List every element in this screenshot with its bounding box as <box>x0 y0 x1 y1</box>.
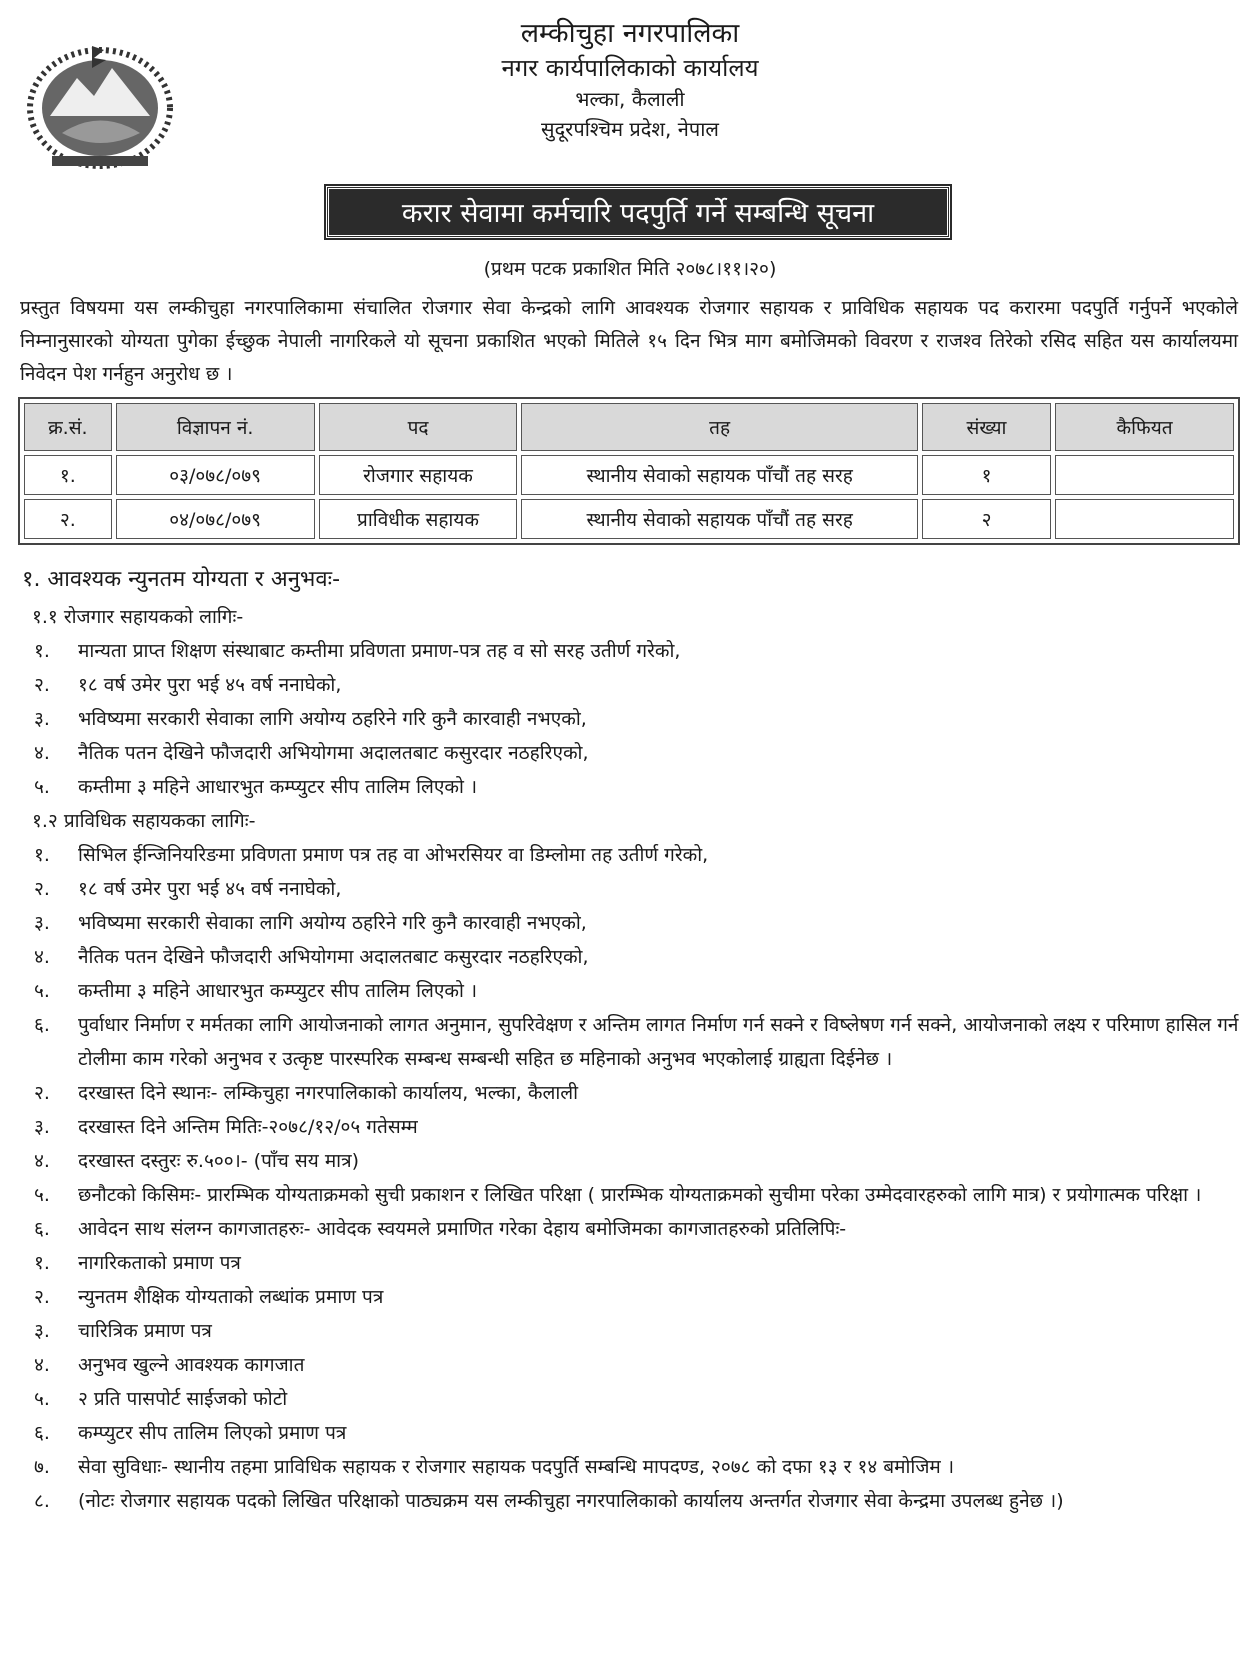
list-item <box>22 1246 1242 1280</box>
vacancy-table <box>18 397 1240 545</box>
cell-remarks <box>1055 455 1234 495</box>
item-text: १८ वर्ष उमेर पुरा भई ४५ वर्ष ननाघेको, <box>78 674 342 696</box>
list-item <box>22 1382 1242 1416</box>
item-text: आवेदन साथ संलग्न कागजातहरुः- आवेदक स्वयमले प्रमाणित गरेका देहाय बमोजिमका कागजातहरुको प्रतिलिपिः- <box>78 1218 847 1240</box>
item-text: अनुभव खुल्ने आवश्यक कागजात <box>78 1354 305 1376</box>
item-text: न्युनतम शैक्षिक योग्यताको लब्धांक प्रमाण पत्र <box>78 1286 384 1308</box>
office-name: नगर कार्यपालिकाको कार्यालय <box>501 54 759 82</box>
intro-paragraph: प्रस्तुत विषयमा यस लम्कीचुहा नगरपालिकामा संचालित रोजगार सेवा केन्द्रको लागि आवश्यक रोजगार सहायक र प्राविधिक सहायक पद करारमा पदपुर्ति गर्नुपर्ने भएकोले निम्नानुसारको योग्यता पुगेका ईच्छुक नेपाली नागरिकले यो सूचना प्रकाशित भएको मितिले १५ दिन भित्र माग बमोजिमको विवरण र राजश्व तिरेको रसिद सहित यस कार्यालयमा निवेदन पेश गर्नहुन अनुरोध छ । <box>20 297 1238 385</box>
list-item <box>22 1348 1242 1382</box>
cell-post: प्राविधीक सहायक <box>319 499 518 539</box>
item-text: चारित्रिक प्रमाण पत्र <box>78 1320 212 1342</box>
item-number: ५. <box>34 1184 50 1206</box>
required-documents <box>22 1212 1242 1246</box>
application-fee <box>22 1144 1242 1178</box>
item-number: ६. <box>34 1014 50 1036</box>
notice-body <box>22 560 1242 1518</box>
item-text: दरखास्त दिने स्थानः- लम्किचुहा नगरपालिकाको कार्यालय, भल्का, कैलाली <box>78 1082 579 1104</box>
list-item <box>22 1008 1242 1076</box>
application-place <box>22 1076 1242 1110</box>
note <box>22 1484 1242 1518</box>
subsection-employment-assistant: १.१ रोजगार सहायकको लागिः- <box>32 606 244 628</box>
item-number: २. <box>34 878 50 900</box>
cell-serial: २. <box>24 499 112 539</box>
subsection-technical-assistant: १.२ प्राविधिक सहायकका लागिः- <box>32 810 256 832</box>
item-number: ४. <box>34 1150 50 1172</box>
org-name: लम्कीचुहा नगरपालिका <box>520 18 740 49</box>
cell-ad-number: ०३/०७८/०७९ <box>116 455 315 495</box>
item-text: सेवा सुविधाः- स्थानीय तहमा प्राविधिक सहायक र रोजगार सहायक पदपुर्ति सम्बन्धि मापदण्ड, २०७८ को दफा १३ र १४ बमोजिम । <box>78 1456 955 1478</box>
item-text: सिभिल ईन्जिनियरिङमा प्रविणता प्रमाण पत्र तह वा ओभरसियर वा डिम्लोमा तह उतीर्ण गरेको, <box>78 844 709 866</box>
item-number: १. <box>34 1252 50 1274</box>
item-number: ४. <box>34 946 50 968</box>
item-text: पुर्वाधार निर्माण र मर्मतका लागि आयोजनाको लागत अनुमान, सुपरिवेक्षण र अन्तिम लागत निर्माण गर्न सक्ने र विष्लेषण गर्न सक्ने, आयोजनाको लक्ष्य र परिमाण हासिल गर्न टोलीमा काम गरेको अनुभव र उत्कृष्ट पारस्परिक सम्बन्ध सम्बन्धी सहित छ महिनाको अनुभव भएकोलाई ग्राह्यता दिईनेछ । <box>78 1014 1239 1070</box>
item-number: ५. <box>34 776 50 798</box>
list-item <box>22 838 1242 872</box>
office-header <box>0 16 1260 144</box>
item-number: ३. <box>34 1320 50 1342</box>
list-item <box>22 702 1242 736</box>
list-item <box>22 668 1242 702</box>
item-number: १. <box>34 844 50 866</box>
item-text: नैतिक पतन देखिने फौजदारी अभियोगमा अदालतबाट कसुरदार नठहरिएको, <box>78 946 589 968</box>
item-text: भविष्यमा सरकारी सेवाका लागि अयोग्य ठहरिने गरि कुनै कारवाही नभएको, <box>78 708 587 730</box>
list-item <box>22 940 1242 974</box>
col-post: पद <box>319 403 518 451</box>
list-item <box>22 906 1242 940</box>
item-number: ७. <box>34 1456 50 1478</box>
list-item <box>22 1280 1242 1314</box>
cell-ad-number: ०४/०७८/०७९ <box>116 499 315 539</box>
item-text: छनौटको किसिमः- प्रारम्भिक योग्यताक्रमको सुची प्रकाशन र लिखित परिक्षा ( प्रारम्भिक योग्यताक्रमको सुचीमा परेका उम्मेदवारहरुको लागि मात्र) र प्रयोगात्मक परिक्षा । <box>78 1184 1202 1206</box>
col-level: तह <box>521 403 918 451</box>
item-number: १. <box>34 640 50 662</box>
item-text: नैतिक पतन देखिने फौजदारी अभियोगमा अदालतबाट कसुरदार नठहरिएको, <box>78 742 589 764</box>
list-item <box>22 1314 1242 1348</box>
cell-count: १ <box>922 455 1051 495</box>
service-benefits <box>22 1450 1242 1484</box>
cell-level: स्थानीय सेवाको सहायक पाँचौं तह सरह <box>521 499 918 539</box>
table-row <box>24 455 1234 495</box>
application-deadline <box>22 1110 1242 1144</box>
item-text: कम्तीमा ३ महिने आधारभुत कम्प्युटर सीप तालिम लिएको । <box>78 980 478 1002</box>
item-number: ६. <box>34 1218 50 1240</box>
item-number: ६. <box>34 1422 50 1444</box>
item-number: ४. <box>34 742 50 764</box>
item-text: २ प्रति पासपोर्ट साईजको फोटो <box>78 1388 288 1410</box>
item-number: ३. <box>34 708 50 730</box>
table-row <box>24 499 1234 539</box>
cell-remarks <box>1055 499 1234 539</box>
list-item <box>22 974 1242 1008</box>
list-item <box>22 634 1242 668</box>
item-number: ५. <box>34 1388 50 1410</box>
item-number: ५. <box>34 980 50 1002</box>
item-text: (नोटः रोजगार सहायक पदको लिखित परिक्षाको पाठ्यक्रम यस लम्कीचुहा नगरपालिकाको कार्यालय अन्तर्गत रोजगार सेवा केन्द्रमा उपलब्ध हुनेछ ।) <box>78 1490 1064 1512</box>
col-serial: क्र.सं. <box>24 403 112 451</box>
section-qualification-title: १. आवश्यक न्युनतम योग्यता र अनुभवः- <box>22 567 341 592</box>
list-item <box>22 770 1242 804</box>
col-remarks: कैफियत <box>1055 403 1234 451</box>
item-text: दरखास्त दिने अन्तिम मितिः-२०७८/१२/०५ गतेसम्म <box>78 1116 418 1138</box>
notice-title: करार सेवामा कर्मचारि पदपुर्ति गर्ने सम्बन्धि सूचना <box>326 186 950 238</box>
item-number: २. <box>34 1286 50 1308</box>
list-item <box>22 872 1242 906</box>
item-text: कम्प्युटर सीप तालिम लिएको प्रमाण पत्र <box>78 1422 347 1444</box>
cell-serial: १. <box>24 455 112 495</box>
table-header-row <box>24 403 1234 451</box>
item-text: भविष्यमा सरकारी सेवाका लागि अयोग्य ठहरिने गरि कुनै कारवाही नभएको, <box>78 912 587 934</box>
col-count: संख्या <box>922 403 1051 451</box>
item-text: नागरिकताको प्रमाण पत्र <box>78 1252 241 1274</box>
province-name: सुदूरपश्चिम प्रदेश, नेपाल <box>541 117 719 141</box>
selection-method <box>22 1178 1242 1212</box>
item-text: १८ वर्ष उमेर पुरा भई ४५ वर्ष ननाघेको, <box>78 878 342 900</box>
item-text: मान्यता प्राप्त शिक्षण संस्थाबाट कम्तीमा प्रविणता प्रमाण-पत्र तह व सो सरह उतीर्ण गरेको, <box>78 640 681 662</box>
list-item <box>22 736 1242 770</box>
item-number: ३. <box>34 912 50 934</box>
item-number: ३. <box>34 1116 50 1138</box>
item-number: २. <box>34 1082 50 1104</box>
item-number: २. <box>34 674 50 696</box>
office-location: भल्का, कैलाली <box>575 87 685 111</box>
item-text: कम्तीमा ३ महिने आधारभुत कम्प्युटर सीप तालिम लिएको । <box>78 776 478 798</box>
list-item <box>22 1416 1242 1450</box>
cell-count: २ <box>922 499 1051 539</box>
cell-level: स्थानीय सेवाको सहायक पाँचौं तह सरह <box>521 455 918 495</box>
publication-date: (प्रथम पटक प्रकाशित मिति २०७८।११।२०) <box>483 258 777 280</box>
col-ad-number: विज्ञापन नं. <box>116 403 315 451</box>
cell-post: रोजगार सहायक <box>319 455 518 495</box>
item-text: दरखास्त दस्तुरः रु.५००।- (पाँच सय मात्र) <box>78 1150 359 1172</box>
item-number: ४. <box>34 1354 50 1376</box>
item-number: ८. <box>34 1490 50 1512</box>
